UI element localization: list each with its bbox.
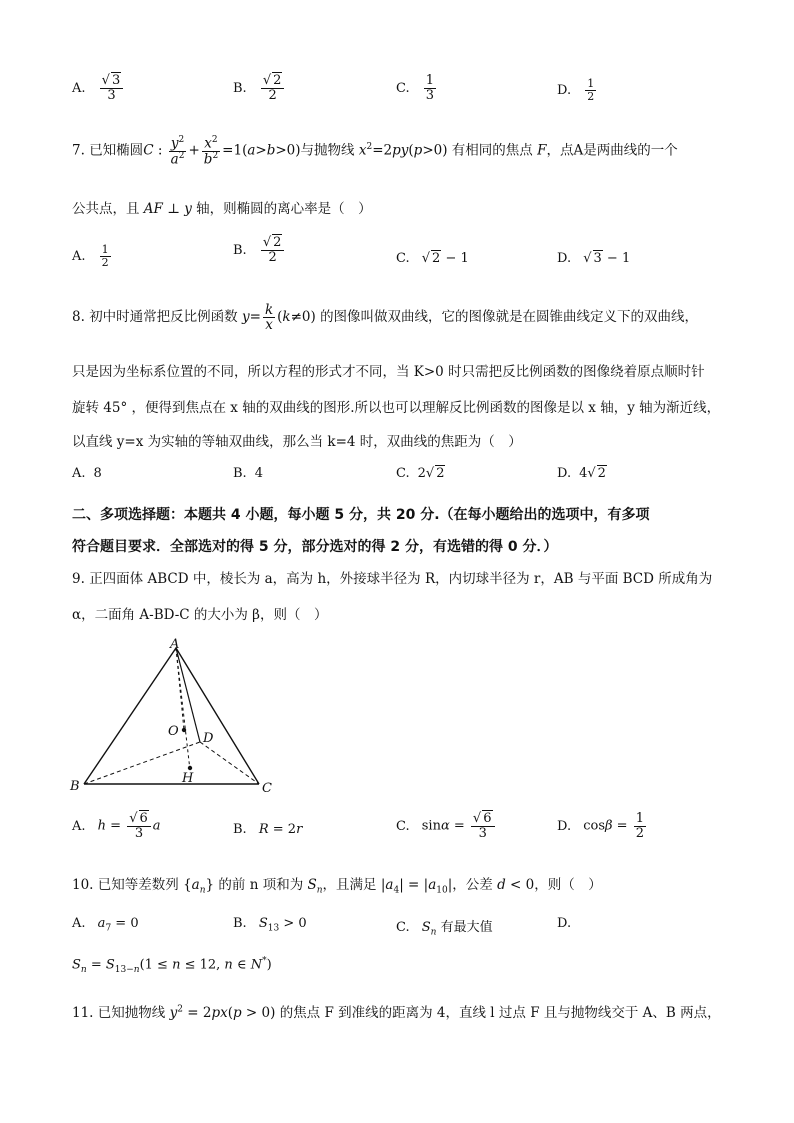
q7-option-a: A. $\frac{1}{2}$	[72, 243, 109, 269]
q8-option-b: B. 4	[233, 466, 263, 481]
q8-option-c: C. 2√ 2	[396, 466, 445, 481]
q6-option-c: C. $\frac{1}{3}$	[396, 73, 435, 103]
edge-ab	[84, 648, 176, 784]
tetrahedron-figure	[66, 632, 286, 797]
q7-option-d: D. √ 3 − 1	[557, 251, 631, 266]
q6-d-fraction: $\frac{1}{2}$	[587, 77, 595, 103]
edge-ad	[176, 648, 200, 742]
q9-stem-line2: α，二面角 A-BD-C 的大小为 β，则（ ）	[72, 607, 328, 623]
q8-stem-line2: 只是因为坐标系位置的不同，所以方程的形式才不同，当 K>0 时只需把反比例函数的图像绕着原点顺时针	[72, 364, 705, 380]
q8-option-d: D. 4√ 2	[557, 466, 606, 481]
q8-stem-line1: 8. 初中时通常把反比例函数 y= $\frac{k}{x}$ (k≠0) 的图像叫做双曲线，它的图像就是在圆锥曲线定义下的双曲线，	[72, 302, 699, 334]
q9-option-b: B. R = 2r	[233, 822, 303, 837]
q9-stem-line1: 9. 正四面体 ABCD 中，棱长为 a，高为 h，外接球半径为 R，内切球半径为 r，AB 与平面 BCD 所成角为	[72, 571, 713, 587]
q11-stem: 11. 已知抛物线 $y^2 = 2px(p > 0)$ 的焦点 F 到准线的距离为 4，直线 l 过点 F 且与抛物线交于 A、B 两点，	[72, 1004, 721, 1021]
q9-option-d: D. cosβ = $\frac{1}{2}$	[557, 811, 644, 841]
q10-stem: 10. 已知等差数列 $\{a_n\}$ 的前 n 项和为 $S_n$，且满足 $|a_4| = |a_{10}|$，公差 d < 0，则（ ）	[72, 877, 602, 896]
q6-option-d: D. $\frac{1}{2}$	[557, 77, 595, 103]
q6-option-b: B. $\frac{√ 2}{2}$	[233, 74, 286, 102]
label-d: D	[203, 731, 214, 746]
q9-option-c: C. sinα = $\frac{√ 6}{3}$	[396, 812, 497, 840]
q9-option-a: A. h = $\frac{√ 6}{3}$ a	[72, 811, 161, 841]
q10-option-d: D.	[557, 916, 572, 931]
section2-heading-line1: 二、多项选择题：本题共 4 小题，每小题 5 分，共 20 分.（在每小题给出的选项中，有多项	[72, 507, 650, 523]
q8-stem-line4: 以直线 y=x 为实轴的等轴双曲线，那么当 k=4 时，双曲线的焦距为（ ）	[72, 434, 522, 450]
q6-option-a: A. $\frac{√ 3}{3}$	[72, 74, 125, 102]
edge-ac	[176, 648, 259, 784]
q10-option-d-expression: $S_n = S_{13-n}(1 \le n \le 12$, n ∈ N*)	[72, 956, 272, 975]
label-b: B	[70, 779, 80, 794]
label-a: A	[170, 637, 180, 652]
section2-heading-line2: 符合题目要求．全部选对的得 5 分，部分选对的得 2 分，有选错的得 0 分．）	[72, 539, 558, 555]
label-o: O	[168, 724, 179, 739]
edge-dc	[200, 742, 259, 784]
q7-stem-line1: 7. 已知椭圆C : $\frac{y^2}{a^2}$ + $\frac{x^2}{b^2}$ =1(a>b>0)与抛物线 $x^2=2py(p>0)$ 有相同的焦点 F，点A是两曲线的一个	[72, 135, 678, 168]
q8-stem-line3: 旋转 45° ，便得到焦点在 x 轴的双曲线的图形.所以也可以理解反比例函数的图像是以 x 轴，y 轴为渐近线，	[72, 400, 721, 416]
point-h	[188, 766, 192, 770]
q10-option-b: B. $S_{13} > 0$	[233, 916, 307, 934]
label-c: C	[262, 781, 272, 796]
q6-c-fraction: $\frac{1}{3}$	[425, 73, 435, 103]
q6-a-fraction: $\frac{√ 3}{3}$	[100, 74, 124, 102]
q6-b-fraction: $\frac{√ 2}{2}$	[261, 74, 285, 102]
point-o	[182, 728, 186, 732]
q10-option-a: A. $a_7 = 0$	[72, 916, 139, 934]
q7-option-c: C. √ 2 − 1	[396, 251, 469, 266]
q7-option-b: B. $\frac{√ 2}{2}$	[233, 236, 286, 264]
label-h: H	[182, 771, 194, 786]
q10-option-c: C. $S_n$ 有最大值	[396, 920, 493, 938]
q7-stem-line2: 公共点，且 AF ⊥ y 轴，则椭圆的离心率是（ ）	[72, 201, 372, 217]
q8-option-a: A. 8	[72, 466, 102, 481]
